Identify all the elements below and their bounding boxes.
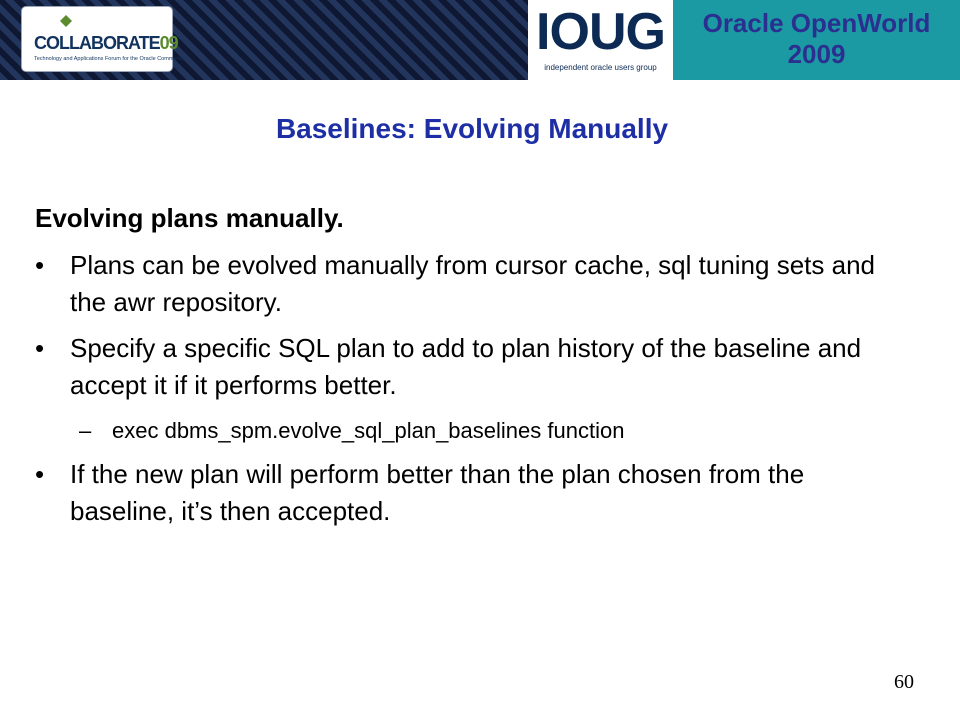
bullet-marker: • <box>35 250 45 280</box>
bullet-marker: • <box>35 333 45 363</box>
event-year: 2009 <box>787 39 846 69</box>
event-name-line1: Oracle OpenWorld <box>702 8 931 38</box>
collaborate-logo <box>22 7 186 71</box>
ioug-logo <box>528 0 673 80</box>
collaborate-wordmark: COLLABORATE09 <box>34 33 178 53</box>
bullet-item <box>35 456 905 530</box>
bullet-text: Plans can be evolved manually from cursor cache, sql tuning sets and the awr repository. <box>70 250 875 317</box>
slide-heading: Evolving plans manually. <box>35 203 344 233</box>
bullet-marker: • <box>35 459 45 489</box>
event-name <box>673 8 960 70</box>
sub-bullet-text: exec dbms_spm.evolve_sql_plan_baselines function <box>112 418 625 443</box>
sub-bullet-item <box>79 416 899 446</box>
diamond-icon <box>60 15 72 27</box>
collaborate-tagline: Technology and Applications Forum for the Oracle Community <box>34 56 186 62</box>
ioug-tagline: independent oracle users group <box>544 63 657 72</box>
page-number: 60 <box>894 671 914 693</box>
slide-title: Baselines: Evolving Manually <box>275 113 669 144</box>
sub-bullet-marker: – <box>79 418 92 443</box>
bullet-text: Specify a specific SQL plan to add to plan history of the baseline and accept it if it performs better. <box>70 333 862 400</box>
bullet-text: If the new plan will perform better than the plan chosen from the baseline, it’s then accepted. <box>70 459 805 526</box>
bullet-item <box>35 247 905 321</box>
event-badge <box>673 0 960 80</box>
header-banner <box>0 0 960 80</box>
ioug-wordmark: IOUG <box>536 3 665 61</box>
bullet-item <box>35 330 905 404</box>
